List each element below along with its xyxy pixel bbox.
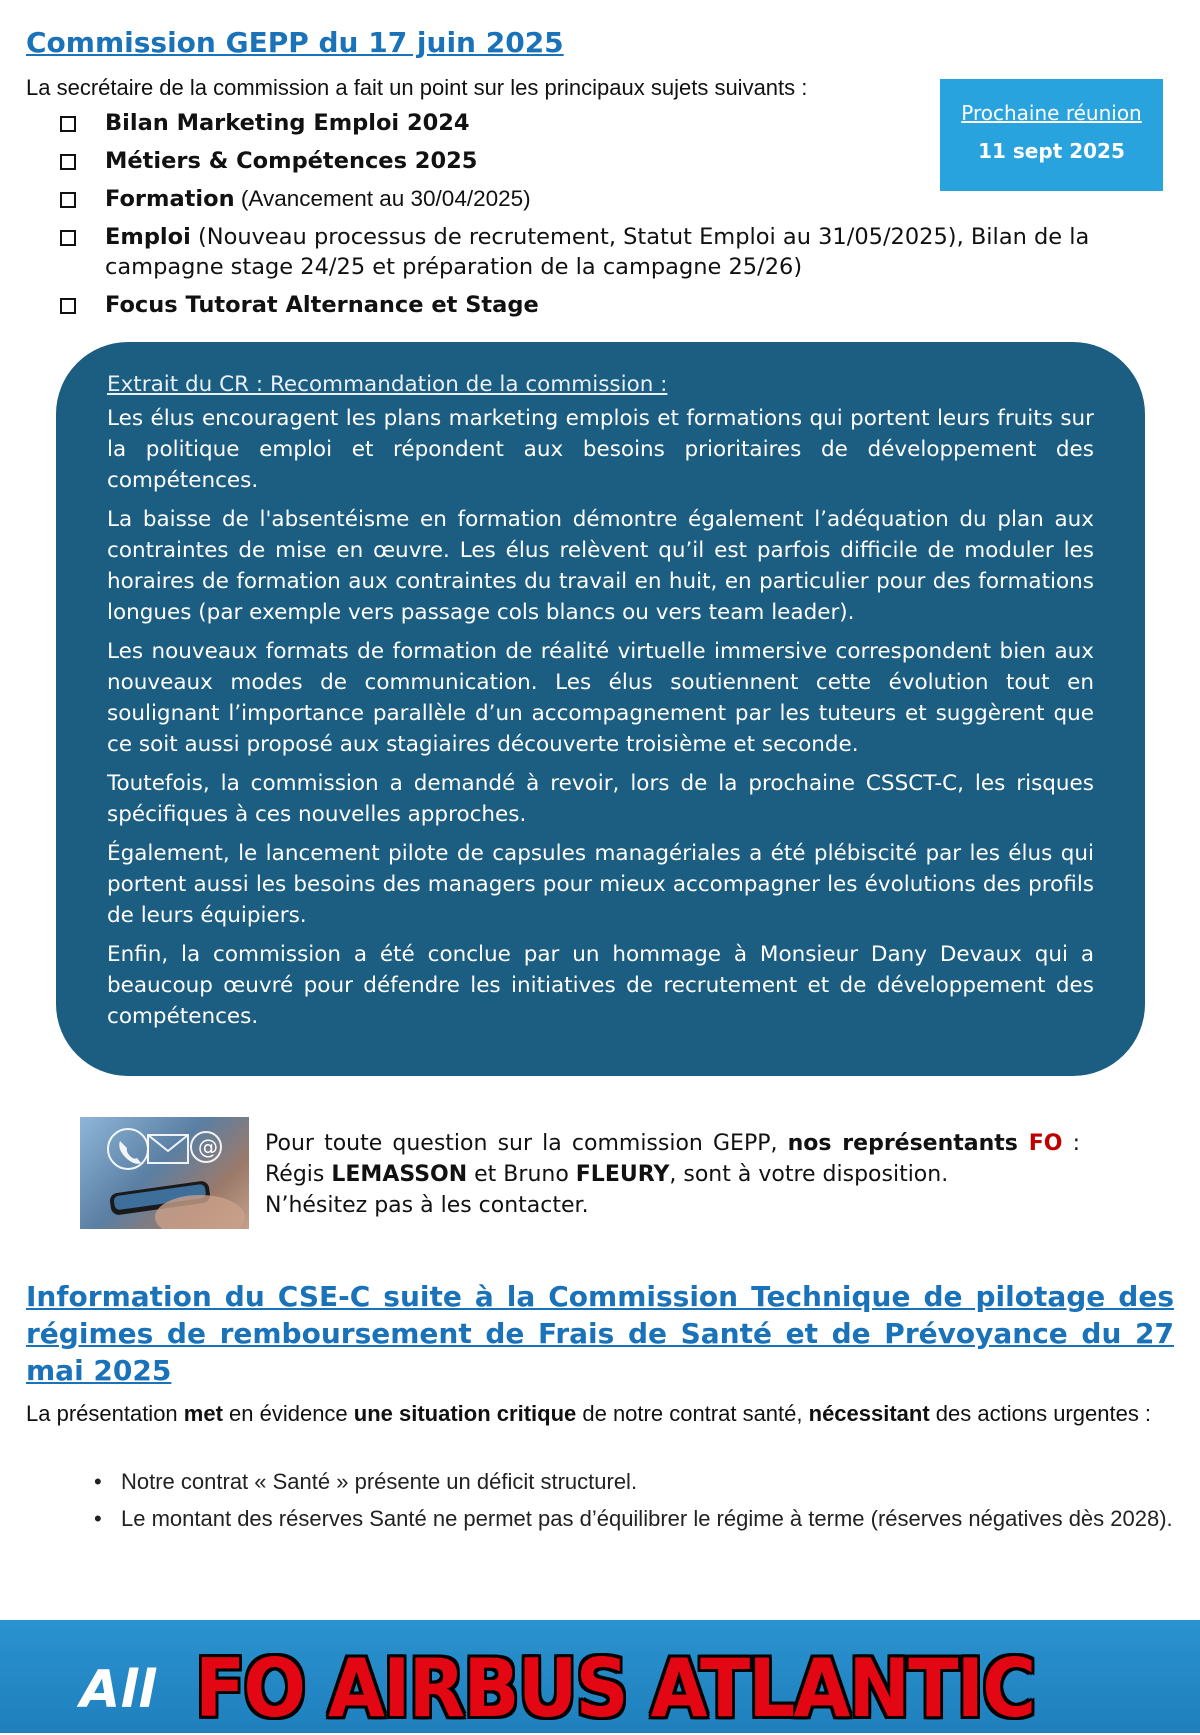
- cr-content: [107, 372, 1094, 1040]
- health-bullets: [90, 1467, 1174, 1541]
- topic-item: Métiers & Compétences 2025: [58, 146, 1178, 176]
- checkbox-square-icon: [60, 298, 76, 314]
- topics-list: [58, 108, 1178, 328]
- bullet-dot-icon: •: [94, 1469, 102, 1494]
- cr-paragraph: Enfin, la commission a été conclue par un hommage à Monsieur Dany Devaux qui a beaucoup œuvré pour défendre les initiatives de recrutement et de développement des compétences.: [107, 942, 1094, 1029]
- cr-paragraph: Toutefois, la commission a demandé à revoir, lors de la prochaine CSSCT-C, les risques spécifiques à ces nouvelles approches.: [107, 771, 1094, 827]
- footer-all-label: All: [80, 1660, 156, 1720]
- svg-text:@: @: [198, 1135, 218, 1159]
- cr-paragraph: Également, le lancement pilote de capsules managériales a été plébiscité par les élus qui portent aussi les besoins des managers pour mieux accompagner les évolutions des profils de leurs équipiers.: [107, 841, 1094, 928]
- next-meeting-date: 11 sept 2025: [978, 139, 1125, 163]
- contact-illustration-icon: [80, 1117, 249, 1229]
- cr-paragraph: Les nouveaux formats de formation de réalité virtuelle immersive correspondent bien aux nouveaux modes de communication. Les élus soutiennent cette évolution tout en soulignant l’importance parallèle d’un accompagnement par les tuteurs et suggèrent que ce soit aussi proposé aux stagiaires découverte troisième et seconde.: [107, 639, 1094, 757]
- list-item: • Notre contrat « Santé » présente un déficit structurel.: [94, 1469, 638, 1494]
- footer-brand: FO AIRBUS ATLANTIC: [195, 1642, 1035, 1735]
- section-health-intro: La présentation met en évidence une situation critique de notre contrat santé, nécessitant des actions urgentes :: [26, 1401, 1152, 1426]
- contact-line-3: N’hésitez pas à les contacter.: [265, 1193, 589, 1218]
- cr-heading: Extrait du CR : Recommandation de la commission :: [107, 372, 668, 397]
- cr-paragraph: La baisse de l'absentéisme en formation démontre également l’adéquation du plan aux contraintes de mise en œuvre. Les élus relèvent qu’il est parfois difficile de moduler les horaires de formation aux contraintes du travail en huit, en particulier pour des formations longues (par exemple vers passage cols blancs ou vers team leader).: [107, 507, 1094, 625]
- list-item: • Le montant des réserves Santé ne permet pas d’équilibrer le régime à terme (réserves négatives dès 2028).: [94, 1506, 1173, 1531]
- checkbox-square-icon: [60, 230, 76, 246]
- contact-phone-image: [80, 1117, 249, 1229]
- footer-banner: [0, 1620, 1200, 1733]
- checkbox-square-icon: [60, 154, 76, 170]
- checkbox-square-icon: [60, 192, 76, 208]
- next-meeting-label: Prochaine réunion: [961, 101, 1142, 125]
- section-gepp-title: Commission GEPP du 17 juin 2025: [26, 26, 564, 59]
- topic-item: Bilan Marketing Emploi 2024: [58, 108, 1178, 138]
- contact-line-2: Régis LEMASSON et Bruno FLEURY, sont à votre disposition.: [265, 1162, 949, 1187]
- cr-paragraph: Les élus encouragent les plans marketing emplois et formations qui portent leurs fruits sur la politique emploi et répondent aux besoins prioritaires de développement des compétences.: [107, 406, 1094, 493]
- contact-line-1: Pour toute question sur la commission GEPP, nos représentants FO :: [265, 1131, 1081, 1156]
- checkbox-square-icon: [60, 116, 76, 132]
- contact-text: [265, 1128, 1080, 1221]
- topic-item: Formation (Avancement au 30/04/2025): [58, 184, 1178, 214]
- cr-recommendation-box: [56, 342, 1145, 1076]
- topic-item: Focus Tutorat Alternance et Stage: [58, 290, 1178, 320]
- section-gepp-intro: La secrétaire de la commission a fait un point sur les principaux sujets suivants :: [26, 75, 808, 100]
- bullet-dot-icon: •: [94, 1506, 102, 1531]
- topic-item: Emploi (Nouveau processus de recrutement, Statut Emploi au 31/05/2025), Bilan de la campagne stage 24/25 et préparation de la campagne 25/26): [58, 222, 1178, 282]
- section-health-title: Information du CSE-C suite à la Commission Technique de pilotage des régimes de remboursement de Frais de Santé et de Prévoyance du 27 mai 2025: [26, 1280, 1174, 1387]
